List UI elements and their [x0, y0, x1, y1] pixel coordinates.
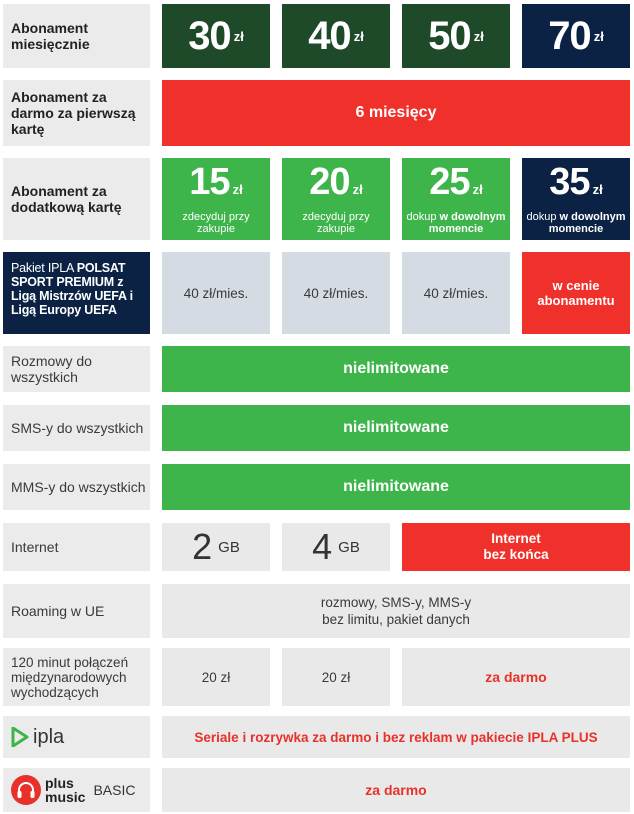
label-mms: MMS-y do wszystkich	[3, 464, 150, 510]
additional-price-20: 20 zł zdecyduj przy zakupie	[282, 158, 390, 240]
ipla-sport-price-3: 40 zł/mies.	[402, 252, 510, 334]
ipla-sport-included: w cenie abonamentu	[522, 252, 630, 334]
ipla-sport-price-2: 40 zł/mies.	[282, 252, 390, 334]
label-sms: SMS-y do wszystkich	[3, 405, 150, 451]
internet-unlimited: Internet bez końca	[402, 523, 630, 571]
plan-price-30[interactable]: 30 zł	[162, 4, 270, 68]
music-tier: BASIC	[93, 782, 136, 798]
free-months-value: 6 miesięcy	[162, 80, 630, 146]
headphones-icon	[11, 775, 41, 805]
sms-value: nielimitowane	[162, 405, 630, 451]
label-free-first-card: Abonament za darmo za pierwszą kartę	[3, 80, 150, 146]
plan-price-70[interactable]: 70 zł	[522, 4, 630, 68]
additional-price-15: 15 zł zdecyduj przy zakupie	[162, 158, 270, 240]
ipla-sport-price-1: 40 zł/mies.	[162, 252, 270, 334]
additional-price-25: 25 zł dokup w dowolnym momencie	[402, 158, 510, 240]
plus-music-value: za darmo	[162, 768, 630, 812]
label-ipla	[3, 716, 150, 758]
ipla-logo: ipla	[11, 727, 64, 747]
international-price-1: 20 zł	[162, 648, 270, 706]
label-monthly: Abonament miesięcznie	[3, 4, 150, 68]
international-free: za darmo	[402, 648, 630, 706]
label-roaming: Roaming w UE	[3, 584, 150, 638]
calls-value: nielimitowane	[162, 346, 630, 392]
label-international: 120 minut połączeń międzynarodowych wychodzących	[3, 648, 150, 706]
plus-music-logo: plus music BASIC	[11, 775, 135, 805]
label-plus-music	[3, 768, 150, 812]
label-ipla-sport: Pakiet IPLA POLSAT SPORT PREMIUM z Ligą Mistrzów UEFA i Ligą Europy UEFA	[3, 252, 150, 334]
label-additional-card: Abonament za dodatkową kartę	[3, 158, 150, 240]
internet-2gb: 2 GB	[162, 523, 270, 571]
international-price-2: 20 zł	[282, 648, 390, 706]
ipla-value: Seriale i rozrywka za darmo i bez reklam w pakiecie IPLA PLUS	[162, 716, 630, 758]
mms-value: nielimitowane	[162, 464, 630, 510]
label-internet: Internet	[3, 523, 150, 571]
additional-price-35: 35 zł dokup w dowolnym momencie	[522, 158, 630, 240]
internet-4gb: 4 GB	[282, 523, 390, 571]
roaming-value: rozmowy, SMS-y, MMS-y bez limitu, pakiet danych	[162, 584, 630, 638]
ipla-play-icon	[11, 727, 29, 747]
label-calls: Rozmowy do wszystkich	[3, 346, 150, 392]
plan-price-50[interactable]: 50 zł	[402, 4, 510, 68]
plan-price-40[interactable]: 40 zł	[282, 4, 390, 68]
